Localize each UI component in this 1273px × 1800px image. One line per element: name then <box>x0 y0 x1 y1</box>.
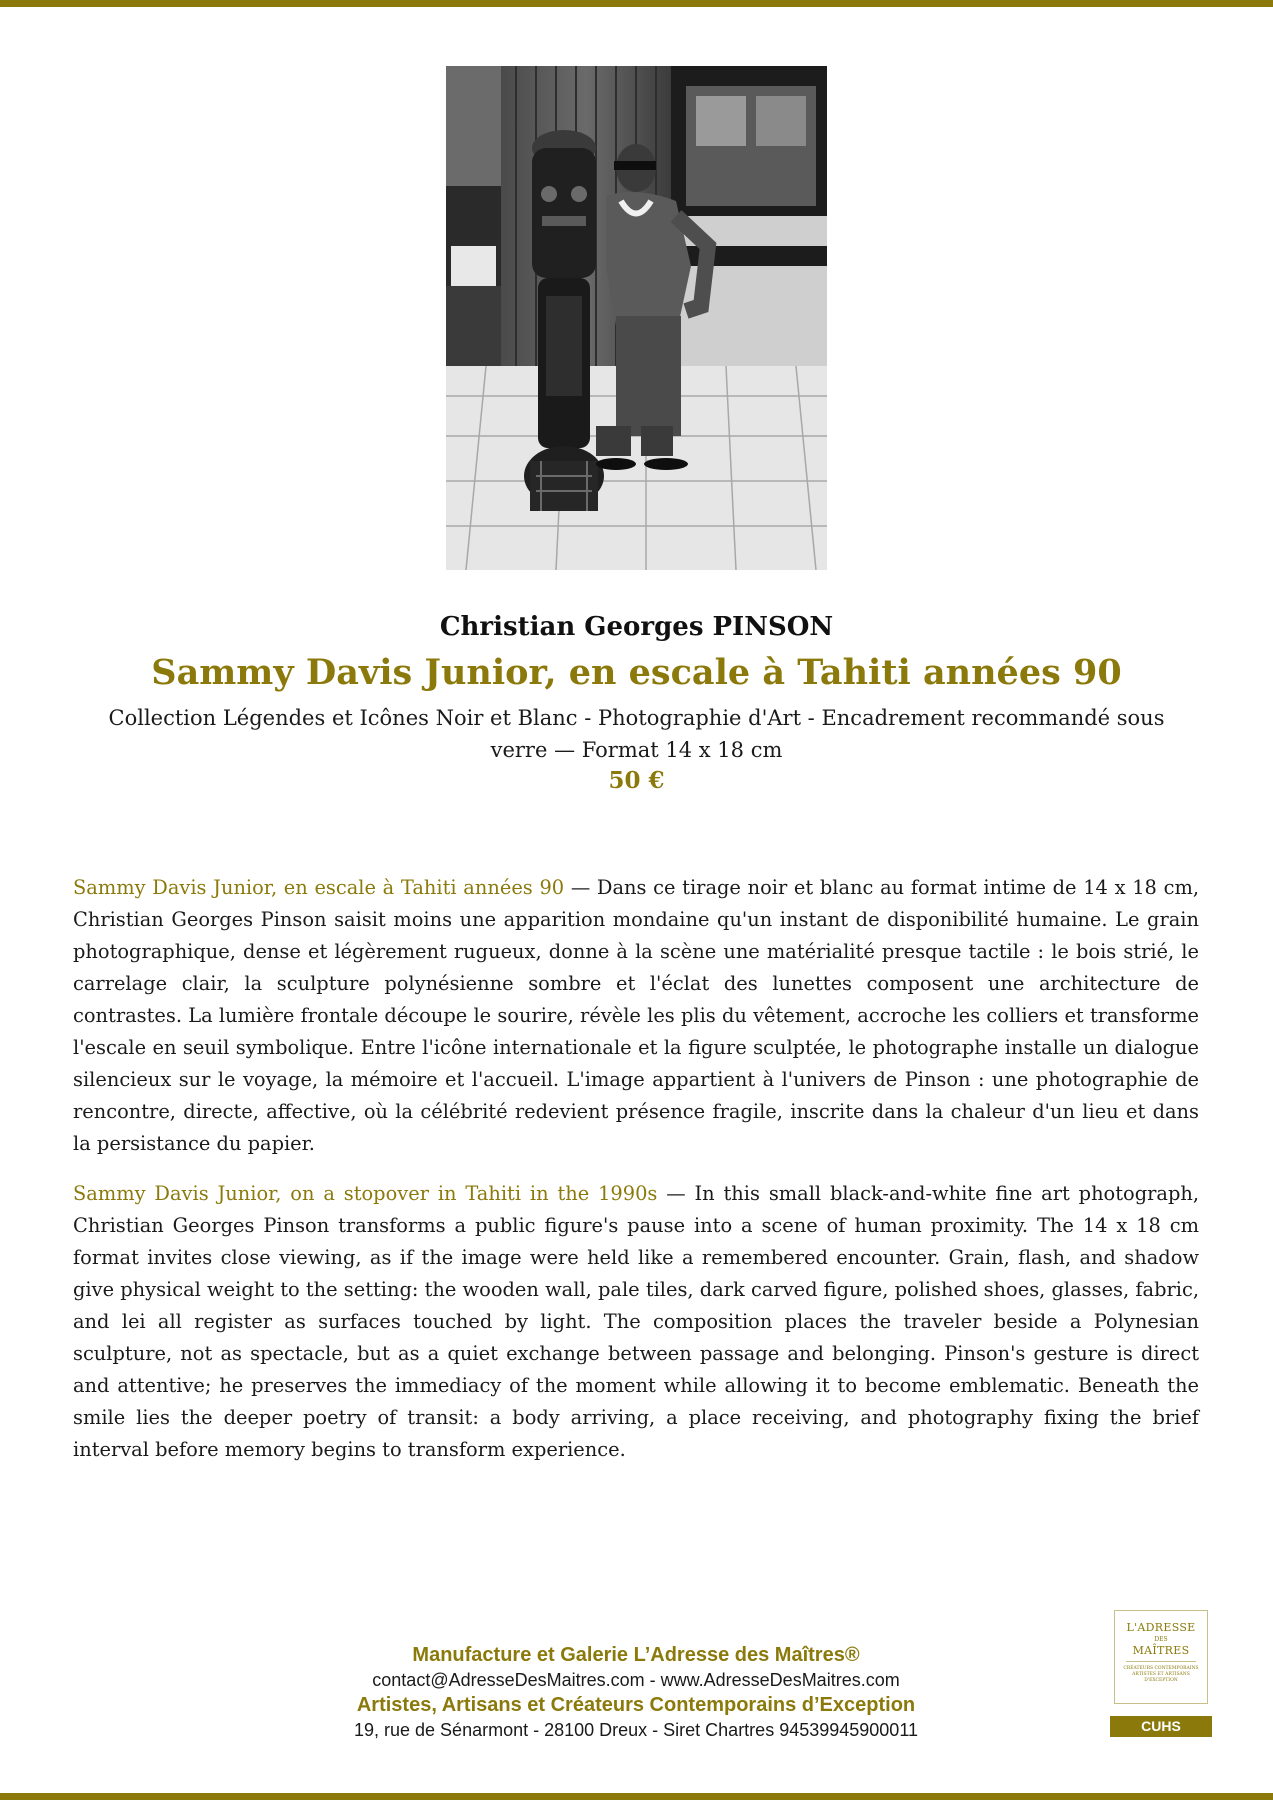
artist-name: Christian Georges PINSON <box>439 612 834 642</box>
logo-divider <box>1126 1661 1196 1662</box>
artwork-title: Sammy Davis Junior, en escale à Tahiti années 90 <box>151 652 1122 693</box>
gallery-logo <box>1114 1610 1208 1704</box>
description-english-body: — In this small black-and-white fine art photograph, Christian Georges Pinson transforms a public figure's pause into a scene of human proximity. The 14 x 18 cm format invites close viewing, as if the image were held like a remembered encounter. Grain, flash, and shadow give physical weight to the setting: the wooden wall, pale tiles, dark carved figure, polished shoes, glasses, fabric, and lei all register as surfaces touched by light. The composition places the traveler beside a Polynesian sculpture, not as spectacle, but as a quiet exchange between passage and belonging. Pinson's gesture is direct and attentive; he preserves the immediacy of the moment while allowing it to become emblematic. Beneath the smile lies the deeper poetry of transit: a body arriving, a place receiving, and photography fixing the brief interval before memory begins to transform experience. <box>73 1182 1200 1461</box>
footer <box>300 1642 972 1742</box>
logo-line-1: L'ADRESSE <box>1126 1621 1196 1634</box>
description-french-lead: Sammy Davis Junior, en escale à Tahiti années 90 <box>73 876 565 899</box>
description-french-body: — Dans ce tirage noir et blanc au format intime de 14 x 18 cm, Christian Georges Pinson saisit moins une apparition mondaine qu'un instant de disponibilité humaine. Le grain photographique, dense et légèrement rugueux, donne à la scène une matérialité presque tactile : le bois strié, le carrelage clair, la sculpture polynésienne sombre et l'éclat des lunettes composent une architecture de contrastes. La lumière frontale découpe le sourire, révèle les plis du vêtement, accroche les colliers et transforme l'escale en seuil symbolique. Entre l'icône internationale et la figure sculptée, le photographe installe un dialogue silencieux sur le voyage, la mémoire et l'accueil. L'image appartient à l'univers de Pinson : une photographie de rencontre, directe, affective, où la célébrité redevient présence fragile, inscrite dans la chaleur d'un lieu et dans la persistance du papier. <box>73 876 1200 1155</box>
top-border <box>0 0 1273 7</box>
description-english-lead: Sammy Davis Junior, on a stopover in Tahiti in the 1990s <box>73 1182 658 1205</box>
footer-gallery-name: Manufacture et Galerie L’Adresse des Maîtres® <box>412 1644 860 1666</box>
logo-line-3: MAÎTRES <box>1132 1644 1190 1657</box>
artwork-subtitle: Collection Légendes et Icônes Noir et Blanc - Photographie d'Art - Encadrement recommandé sous verre — Format 14 x 18 cm <box>108 706 1165 762</box>
description-french <box>73 872 1199 1160</box>
artwork-photo <box>446 66 827 570</box>
artwork-price: 50 € <box>608 767 665 794</box>
bottom-border <box>0 1793 1273 1800</box>
cuhs-badge: CUHS <box>1110 1716 1212 1737</box>
footer-contact[interactable]: contact@AdresseDesMaitres.com - www.AdresseDesMaitres.com <box>372 1670 900 1690</box>
logo-line-2: DES <box>1154 1636 1168 1643</box>
footer-address: 19, rue de Sénarmont - 28100 Dreux - Siret Chartres 94539945900011 <box>353 1720 919 1740</box>
description-english <box>73 1178 1199 1466</box>
footer-tagline: Artistes, Artisans et Créateurs Contemporains d’Exception <box>356 1694 916 1716</box>
logo-tagline: CRÉATEURS CONTEMPORAINS ARTISTES ET ARTISANS D'EXCEPTION <box>1123 1666 1199 1683</box>
